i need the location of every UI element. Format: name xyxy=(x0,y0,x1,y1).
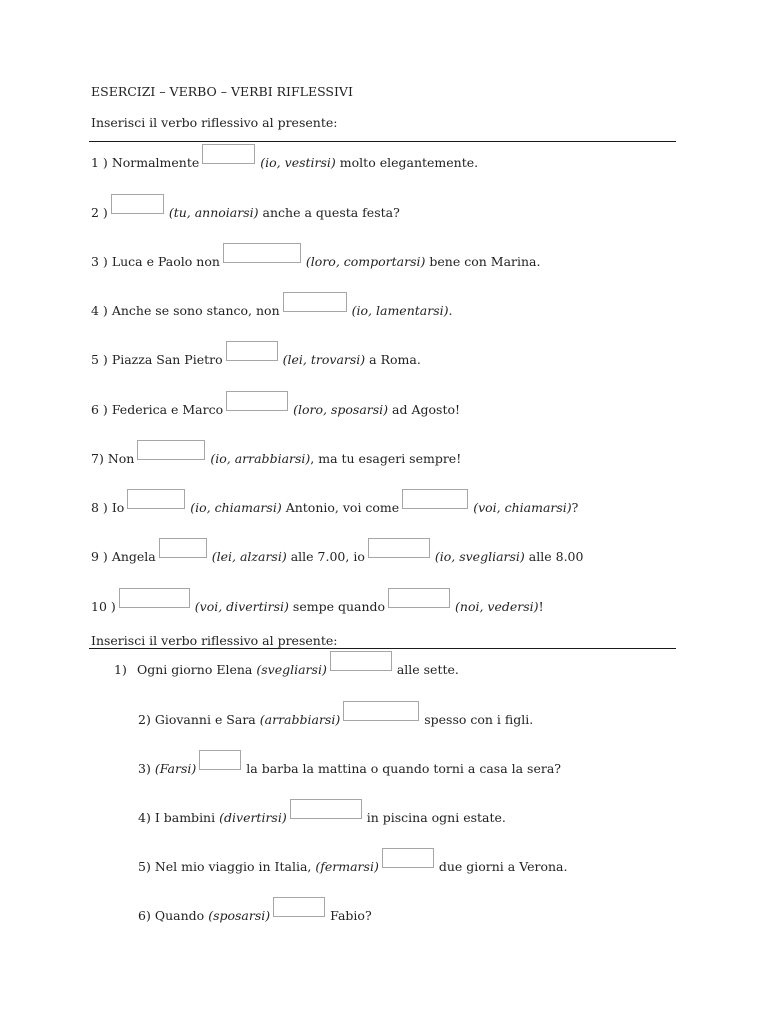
exercise1-item-9 xyxy=(91,544,583,564)
item-prefix-text: Angela xyxy=(111,549,156,564)
answer-box[interactable] xyxy=(368,538,430,558)
answer-box[interactable] xyxy=(273,897,325,917)
item-middle-text: Antonio, voi come xyxy=(285,500,400,515)
exercise1-item-7 xyxy=(91,446,461,466)
verb-hint: (lei, alzarsi) xyxy=(211,549,287,564)
item-prefix-text: Non xyxy=(107,451,135,466)
verb-hint: (loro, comportarsi) xyxy=(305,254,426,269)
verb-hint: (divertirsi) xyxy=(219,810,287,825)
verb-hint: (svegliarsi) xyxy=(256,662,327,677)
item-prefix-text: Giovanni e Sara xyxy=(154,712,256,727)
item-number: 8 ) xyxy=(91,500,108,515)
item-suffix-text: ! xyxy=(538,599,544,614)
verb-hint: (voi, chiamarsi) xyxy=(473,500,572,515)
verb-hint: (fermarsi) xyxy=(315,859,379,874)
item-number: 6) xyxy=(138,908,151,923)
exercise1-item-6 xyxy=(91,397,460,417)
item-number: 6 ) xyxy=(91,402,108,417)
answer-box[interactable] xyxy=(119,588,190,608)
verb-hint: (lei, trovarsi) xyxy=(282,352,366,367)
item-number: 4) xyxy=(138,810,151,825)
verb-hint: (io, lamentarsi) xyxy=(351,303,449,318)
item-prefix-text: Anche se sono stanco, non xyxy=(111,303,280,318)
exercise1-item-10 xyxy=(91,594,544,614)
exercise1-item-2 xyxy=(91,200,400,220)
item-suffix-text: due giorni a Verona. xyxy=(438,859,568,874)
answer-box[interactable] xyxy=(330,651,392,671)
answer-box[interactable] xyxy=(283,292,347,312)
item-prefix-text: Federica e Marco xyxy=(111,402,224,417)
item-suffix-text: anche a questa festa? xyxy=(262,205,400,220)
item-number: 3 ) xyxy=(91,254,108,269)
exercise1-item-1 xyxy=(91,150,478,170)
item-prefix-text: Luca e Paolo non xyxy=(111,254,220,269)
item-suffix-text: alle 8.00 xyxy=(528,549,584,564)
item-suffix-text: a Roma. xyxy=(369,352,421,367)
section1-instruction: Inserisci il verbo riflessivo al presente: xyxy=(91,115,338,130)
exercise2-item-3 xyxy=(138,756,561,776)
answer-box[interactable] xyxy=(202,144,255,164)
item-suffix-text: Fabio? xyxy=(330,908,372,923)
verb-hint: (loro, sposarsi) xyxy=(293,402,389,417)
verb-hint: (voi, divertirsi) xyxy=(194,599,289,614)
item-number: 10 ) xyxy=(91,599,116,614)
answer-box[interactable] xyxy=(388,588,450,608)
item-number: 9 ) xyxy=(91,549,108,564)
section1-divider xyxy=(89,141,676,142)
item-suffix-text: ? xyxy=(571,500,579,515)
item-middle-text: alle 7.00, io xyxy=(290,549,365,564)
answer-box[interactable] xyxy=(127,489,185,509)
exercise2-item-2 xyxy=(138,707,533,727)
item-suffix-text: ad Agosto! xyxy=(392,402,461,417)
section2-divider xyxy=(89,648,676,649)
verb-hint: (io, chiamarsi) xyxy=(190,500,282,515)
item-prefix-text: Nel mio viaggio in Italia, xyxy=(154,859,312,874)
item-suffix-text: spesso con i figli. xyxy=(424,712,534,727)
verb-hint: (io, svegliarsi) xyxy=(434,549,525,564)
item-suffix-text: alle sette. xyxy=(396,662,459,677)
answer-box[interactable] xyxy=(223,243,301,263)
item-number: 1 ) xyxy=(91,155,108,170)
exercise2-item-1 xyxy=(114,657,459,677)
item-suffix-text: in piscina ogni estate. xyxy=(366,810,506,825)
item-number: 4 ) xyxy=(91,303,108,318)
answer-box[interactable] xyxy=(382,848,434,868)
item-prefix-text: Piazza San Pietro xyxy=(111,352,223,367)
item-suffix-text: bene con Marina. xyxy=(429,254,541,269)
item-prefix-text: Ogni giorno Elena xyxy=(137,662,253,677)
item-suffix-text: la barba la mattina o quando torni a casa la sera? xyxy=(246,761,561,776)
verb-hint: (arrabbiarsi) xyxy=(259,712,341,727)
item-suffix-text: , ma tu esageri sempre! xyxy=(310,451,462,466)
answer-box[interactable] xyxy=(402,489,468,509)
item-number: 7) xyxy=(91,451,104,466)
page-title: ESERCIZI – VERBO – VERBI RIFLESSIVI xyxy=(91,84,353,99)
exercise1-item-5 xyxy=(91,347,421,367)
item-suffix-text: molto elegantemente. xyxy=(339,155,479,170)
exercise1-item-4 xyxy=(91,298,452,318)
answer-box[interactable] xyxy=(226,391,288,411)
item-number: 5 ) xyxy=(91,352,108,367)
item-number: 2) xyxy=(138,712,151,727)
answer-box[interactable] xyxy=(199,750,241,770)
verb-hint: (io, arrabbiarsi) xyxy=(210,451,311,466)
verb-hint: (io, vestirsi) xyxy=(260,155,336,170)
item-prefix-text: Normalmente xyxy=(111,155,200,170)
item-middle-text: sempe quando xyxy=(292,599,386,614)
verb-hint: (Farsi) xyxy=(154,761,197,776)
answer-box[interactable] xyxy=(111,194,164,214)
exercise2-item-4 xyxy=(138,805,506,825)
exercise1-item-3 xyxy=(91,249,540,269)
verb-hint: (noi, vedersi) xyxy=(455,599,539,614)
item-prefix-text: Io xyxy=(111,500,125,515)
exercise2-item-6 xyxy=(138,903,372,923)
exercise2-item-5 xyxy=(138,854,567,874)
item-number: 1) xyxy=(114,662,127,677)
item-number: 3) xyxy=(138,761,151,776)
item-suffix-text: . xyxy=(448,303,453,318)
answer-box[interactable] xyxy=(159,538,207,558)
exercise1-item-8 xyxy=(91,495,578,515)
item-prefix-text: Quando xyxy=(154,908,205,923)
answer-box[interactable] xyxy=(343,701,419,721)
item-number: 5) xyxy=(138,859,151,874)
item-number: 2 ) xyxy=(91,205,108,220)
item-prefix-text: I bambini xyxy=(154,810,216,825)
answer-box[interactable] xyxy=(137,440,205,460)
section2-instruction: Inserisci il verbo riflessivo al presente: xyxy=(91,633,338,648)
answer-box[interactable] xyxy=(290,799,362,819)
verb-hint: (tu, annoiarsi) xyxy=(168,205,259,220)
answer-box[interactable] xyxy=(226,341,278,361)
verb-hint: (sposarsi) xyxy=(208,908,271,923)
